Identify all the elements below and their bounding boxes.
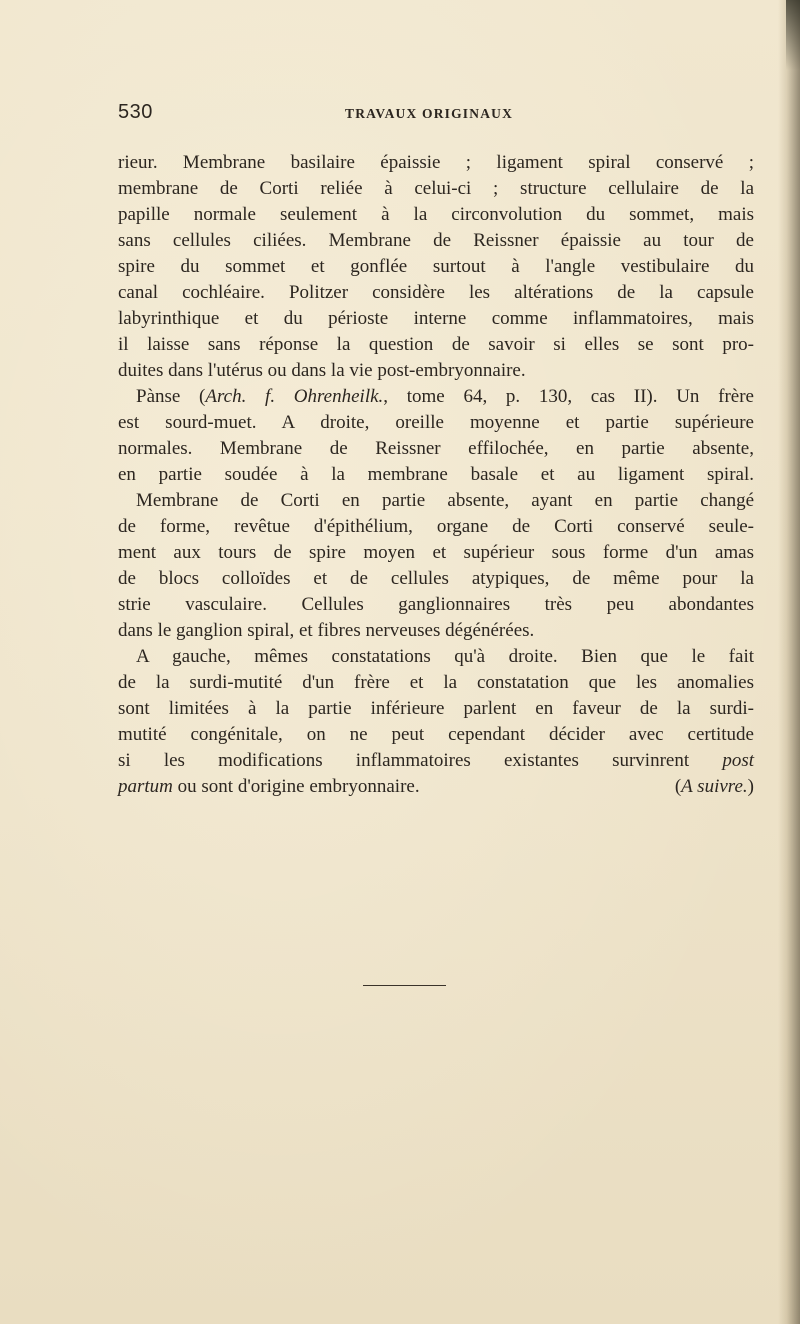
text-line: canal cochléaire. Politzer considère les altérations de la capsule <box>118 282 754 303</box>
closing-text <box>118 774 420 800</box>
citation-line <box>118 384 754 410</box>
text-line: dans le ganglion spiral, et fibres nerveuses dégénérées. <box>118 620 535 641</box>
page-edge-shadow <box>778 0 800 1324</box>
text-line: A gauche, mêmes constatations qu'à droite. Bien que le fait <box>136 646 754 667</box>
text-line: de forme, revêtue d'épithélium, organe de Corti conservé seule- <box>118 516 754 537</box>
closing-line <box>118 774 754 800</box>
citation-rest: , tome 64, p. 130, cas II). Un frère <box>383 386 754 407</box>
journal-title: Arch. f. Ohrenheilk. <box>205 386 384 407</box>
text-line: duites dans l'utérus ou dans la vie post-embryonnaire. <box>118 360 526 381</box>
author-name: Pànse ( <box>136 386 206 407</box>
page-header <box>118 101 753 135</box>
text-line: est sourd-muet. A droite, oreille moyenne et partie supérieure <box>118 412 754 433</box>
text-line: Membrane de Corti en partie absente, ayant en partie changé <box>136 490 754 511</box>
text-line: sont limitées à la partie inférieure parlent en faveur de la surdi- <box>118 698 754 719</box>
text-line: de la surdi-mutité d'un frère et la constatation que les anomalies <box>118 672 754 693</box>
text-line: rieur. Membrane basilaire épaissie ; ligament spiral conservé ; <box>118 152 754 173</box>
text-line: strie vasculaire. Cellules ganglionnaires très peu abondantes <box>118 594 754 615</box>
text-line <box>118 748 754 774</box>
paren-open: ( <box>674 776 682 797</box>
to-be-continued <box>675 774 754 800</box>
text-line: labyrinthique et du périoste interne comme inflammatoires, mais <box>118 308 754 329</box>
text-line: mutité congénitale, on ne peut cependant décider avec certitude <box>118 724 754 745</box>
body-text <box>118 150 754 800</box>
paren-close: ) <box>747 776 754 797</box>
text-line: ment aux tours de spire moyen et supérieur sous forme d'un amas <box>118 542 754 563</box>
text-line: membrane de Corti reliée à celui-ci ; structure cellulaire de la <box>118 178 754 199</box>
text-fragment: si les modifications inflammatoires existantes survinrent <box>118 750 690 771</box>
text-line: papille normale seulement à la circonvolution du sommet, mais <box>118 204 754 225</box>
text-line: spire du sommet et gonflée surtout à l'angle vestibulaire du <box>118 256 754 277</box>
italic-post: post <box>722 750 755 771</box>
text-line: normales. Membrane de Reissner effilochée, en partie absente, <box>118 438 754 459</box>
corner-shadow <box>786 0 800 70</box>
section-rule <box>363 985 446 986</box>
page-number: 530 <box>118 101 153 123</box>
text-line: il laisse sans réponse la question de savoir si elles se sont pro- <box>118 334 754 355</box>
closing-rest: ou sont d'origine embryonnaire. <box>172 776 420 797</box>
text-line: en partie soudée à la membrane basale et au ligament spiral. <box>118 464 754 485</box>
suivre-text: A suivre. <box>681 776 748 797</box>
running-title: TRAVAUX ORIGINAUX <box>345 106 514 121</box>
italic-partum: partum <box>118 776 173 797</box>
text-line: de blocs colloïdes et de cellules atypiques, de même pour la <box>118 568 754 589</box>
text-line: sans cellules ciliées. Membrane de Reissner épaissie au tour de <box>118 230 754 251</box>
